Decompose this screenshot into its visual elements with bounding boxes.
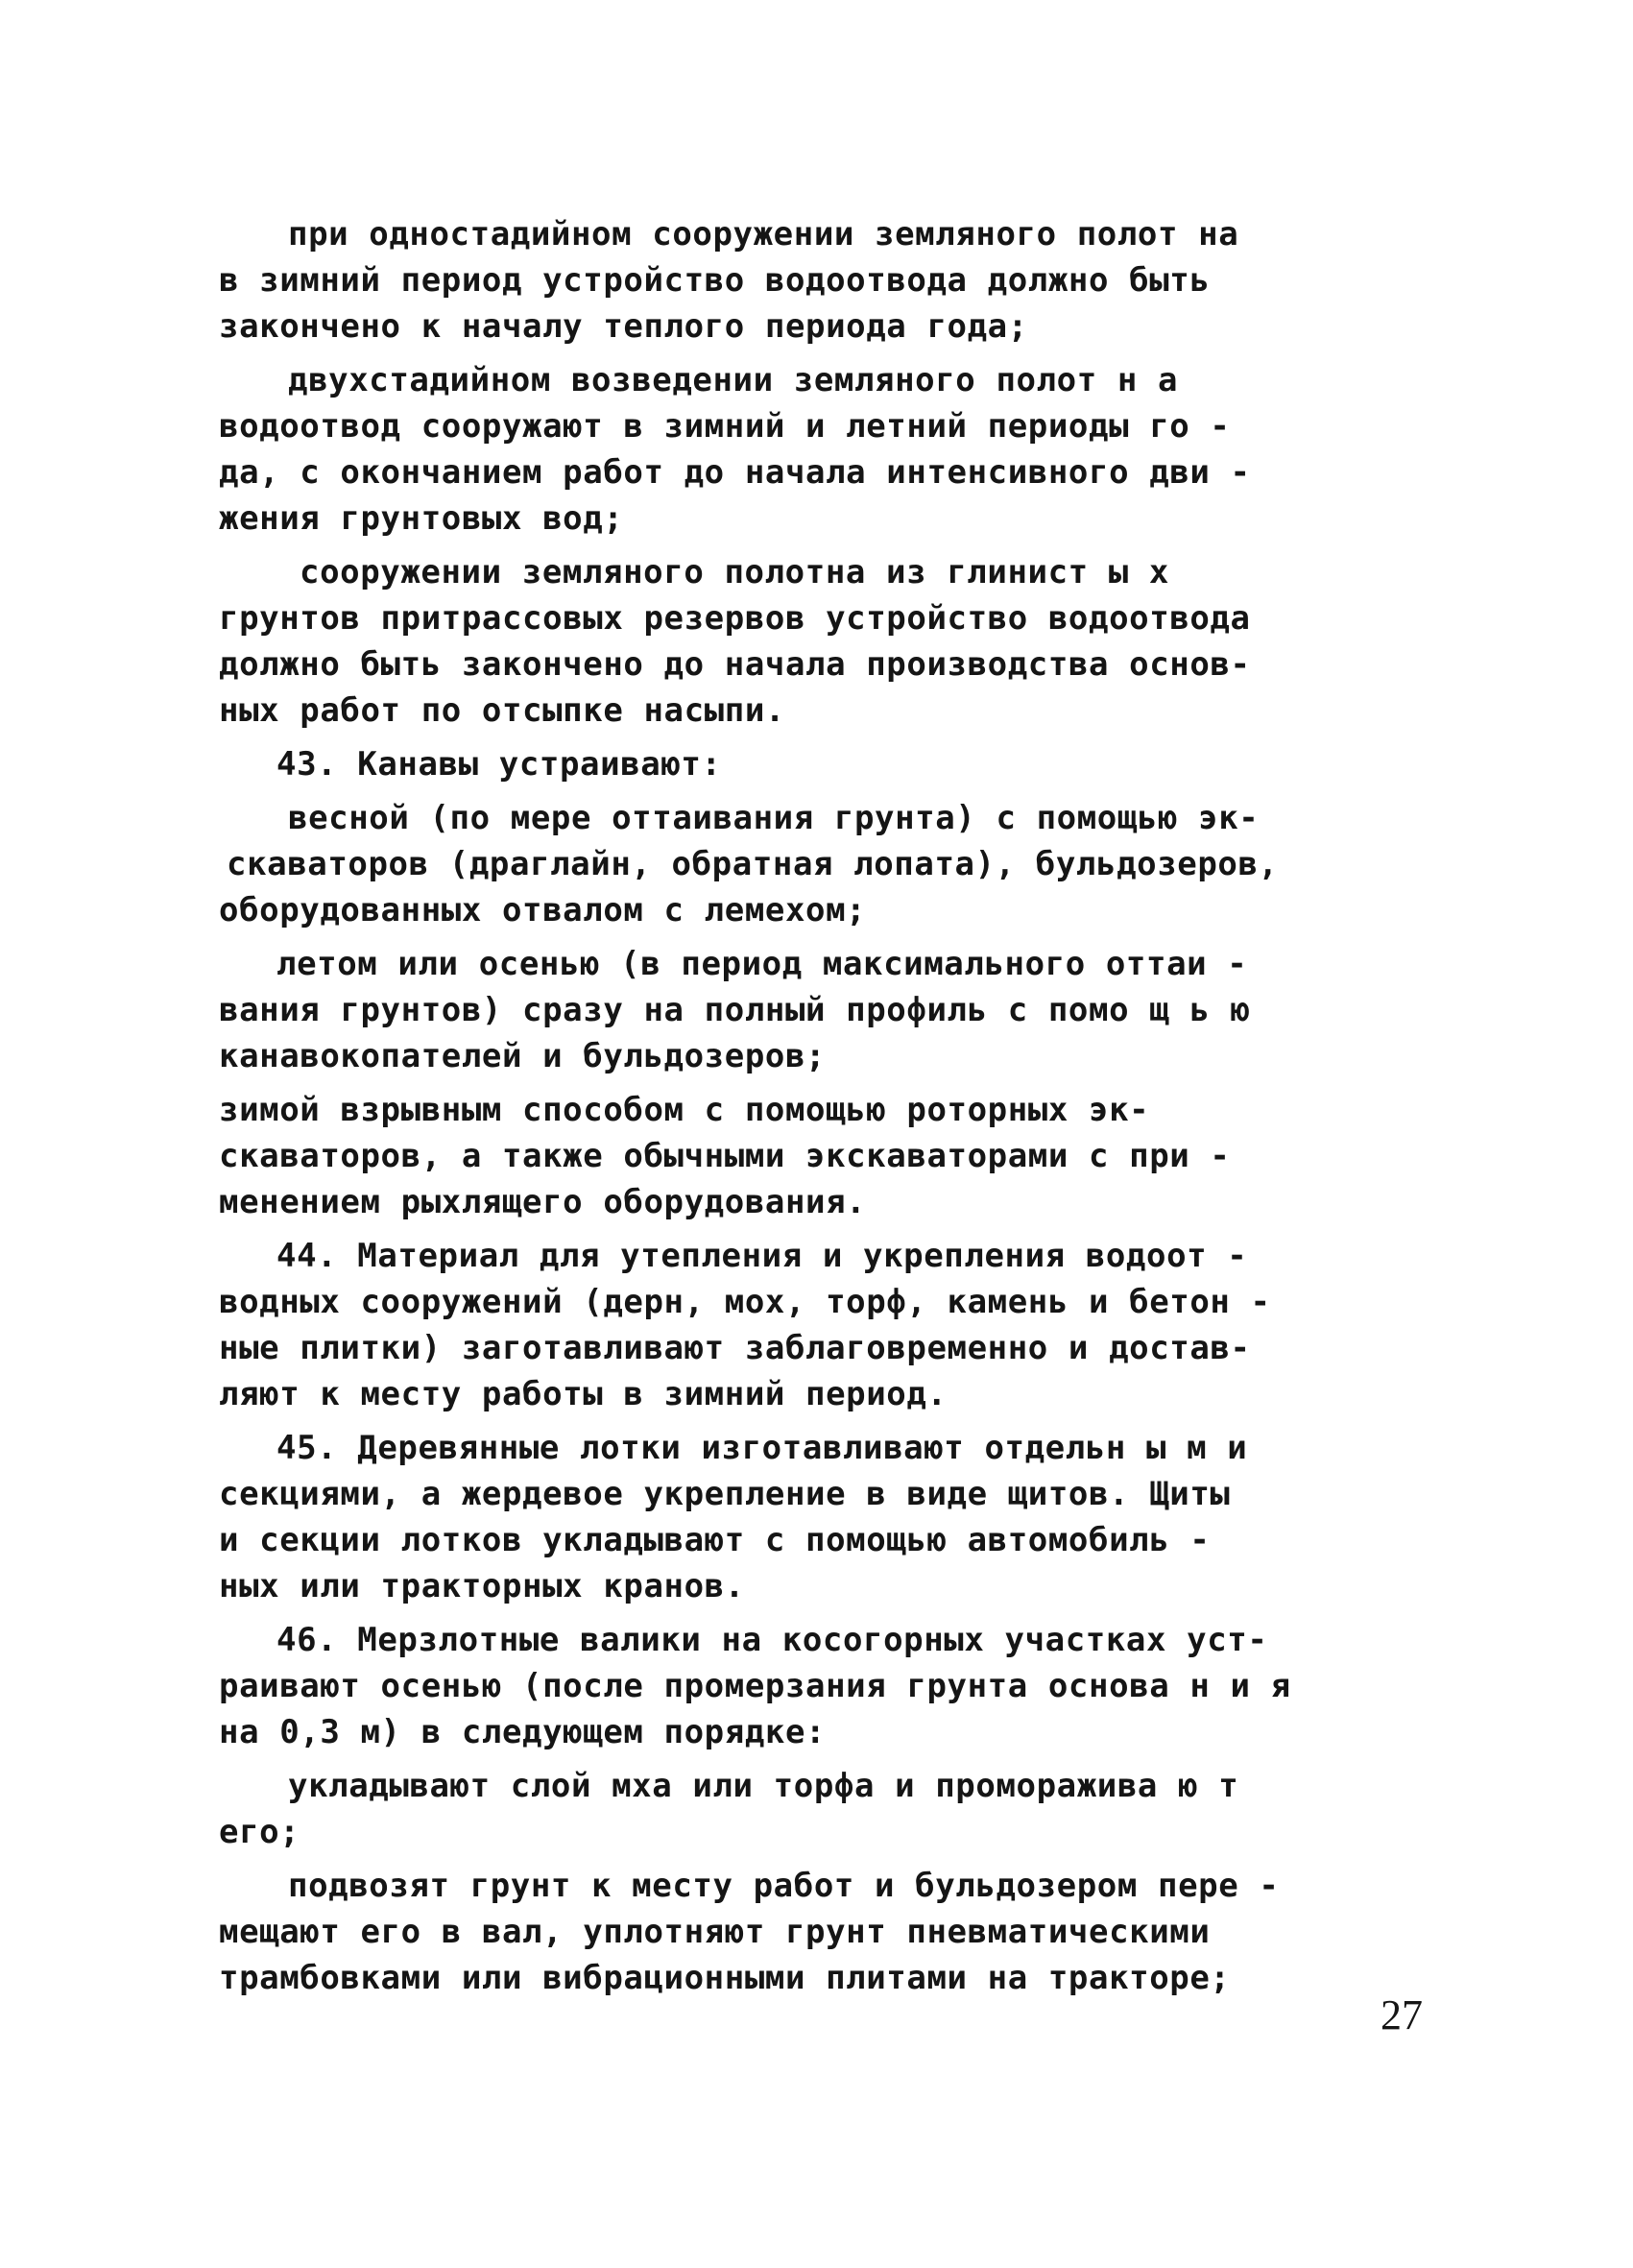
text-line: весной (по мере оттаивания грунта) с помощью эк- (288, 799, 1260, 837)
text-line: скаваторов (драглайн, обратная лопата), бульдозеров, (227, 845, 1279, 883)
text-line: жения грунтовых вод; (219, 499, 624, 538)
text-line: менением рыхлящего оборудования. (219, 1183, 867, 1221)
page-number: 27 (1381, 1991, 1423, 2039)
text-line: ных или тракторных кранов. (219, 1567, 745, 1605)
text-line: канавокопателей и бульдозеров; (219, 1037, 827, 1075)
text-line: да, с окончанием работ до начала интенсивного дви - (219, 453, 1251, 492)
text-line: мещают его в вал, уплотняют грунт пневматическими (219, 1913, 1211, 1951)
text-line: трамбовками или вибрационными плитами на тракторе; (219, 1959, 1231, 1997)
text-line: его; (219, 1813, 300, 1851)
text-line: сооружении земляного полотна из глинист ы х (300, 553, 1169, 591)
text-line: ляют к месту работы в зимний период. (219, 1375, 948, 1413)
text-line: раивают осенью (после промерзания грунта основа н и я (219, 1667, 1291, 1705)
text-line: ных работ по отсыпке насыпи. (219, 691, 785, 730)
text-line: двухстадийном возведении земляного полот н а (288, 361, 1179, 399)
text-line: в зимний период устройство водоотвода должно быть (219, 261, 1211, 300)
text-line: должно быть закончено до начала производства основ- (219, 645, 1251, 684)
text-line: ные плитки) заготавливают заблаговременно и достав- (219, 1329, 1251, 1367)
text-line: укладывают слой мха или торфа и проморажива ю т (288, 1767, 1239, 1805)
text-line: 44. Материал для утепления и укрепления водоот - (276, 1237, 1248, 1275)
text-line: зимой взрывным способом с помощью роторных эк- (219, 1091, 1150, 1129)
text-line: летом или осенью (в период максимального оттаи - (276, 945, 1248, 983)
text-line: 46. Мерзлотные валики на косогорных участках уст- (276, 1621, 1268, 1659)
text-line: на 0,3 м) в следующем порядке: (219, 1713, 827, 1751)
text-line: 43. Канавы устраивают: (276, 745, 722, 784)
text-line: 45. Деревянные лотки изготавливают отдельн ы м и (276, 1429, 1248, 1467)
text-line: при одностадийном сооружении земляного полот на (288, 215, 1239, 253)
text-line: оборудованных отвалом с лемехом; (219, 891, 867, 929)
text-line: водных сооружений (дерн, мох, торф, камень и бетон - (219, 1283, 1271, 1321)
text-line: закончено к началу теплого периода года; (219, 307, 1028, 346)
text-line: скаваторов, а также обычными экскаваторами с при - (219, 1137, 1231, 1175)
text-line: грунтов притрассовых резервов устройство водоотвода (219, 599, 1251, 638)
text-line: секциями, а жердевое укрепление в виде щитов. Щиты (219, 1475, 1231, 1513)
text-line: водоотвод сооружают в зимний и летний периоды го - (219, 407, 1231, 446)
text-line: и секции лотков укладывают с помощью автомобиль - (219, 1521, 1211, 1559)
text-line: вания грунтов) сразу на полный профиль с помо щ ь ю (219, 991, 1251, 1029)
text-line: подвозят грунт к месту работ и бульдозером пере - (288, 1867, 1280, 1905)
